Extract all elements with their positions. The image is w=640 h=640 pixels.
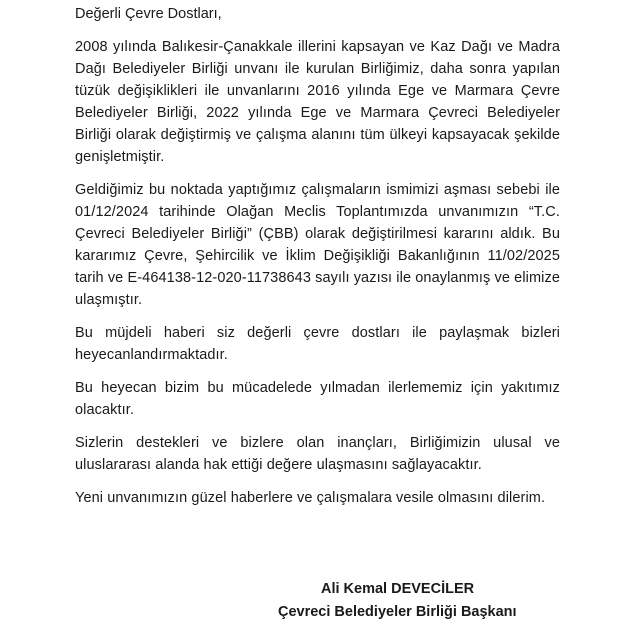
signature-block bbox=[278, 578, 538, 624]
signer-title: Çevreci Belediyeler Birliği Başkanı bbox=[278, 604, 517, 620]
paragraph-support: Sizlerin destekleri ve bizlere olan inançları, Birliğimizin ulusal ve uluslararası alanda hak ettiği değere ulaşmasını sağlayacaktır. bbox=[75, 435, 560, 473]
paragraph-name-change: Geldiğimiz bu noktada yaptığımız çalışmaların ismimizi aşması sebebi ile 01/12/2024 tarihinde Olağan Meclis Toplantımızda unvanımızın “T.C. Çevreci Belediyeler Birliği” (ÇBB) olarak değiştirilmesi kararını aldık. Bu kararımız Çevre, Şehircilik ve İklim Değişikliği Bakanlığının 11/02/2025 tarih ve E-464138-12-020-11738643 sayılı yazısı ile onaylanmış ve elimize ulaşmıştır. bbox=[75, 182, 560, 308]
greeting: Değerli Çevre Dostları, bbox=[75, 6, 222, 22]
paragraph-closing: Yeni unvanımızın güzel haberlere ve çalışmalara vesile olmasını dilerim. bbox=[75, 490, 546, 506]
signer-name: Ali Kemal DEVECİLER bbox=[321, 581, 475, 597]
paragraph-good-news: Bu müjdeli haberi siz değerli çevre dostları ile paylaşmak bizleri heyecanlandırmaktadır. bbox=[75, 325, 560, 363]
paragraph-history: 2008 yılında Balıkesir-Çanakkale illerini kapsayan ve Kaz Dağı ve Madra Dağı Belediyeler Birliği unvanı ile kurulan Birliğimiz, daha sonra yapılan tüzük değişiklikleri ile unvanlarını 2016 yılında Ege ve Marmara Çevre Belediyeler Birliği, 2022 yılında Ege ve Marmara Çevreci Belediyeler Birliği olarak değiştirmiş ve çalışma alanını tüm ülkeyi kapsayacak şekilde genişletmiştir. bbox=[75, 39, 560, 165]
letter-body bbox=[75, 4, 560, 520]
paragraph-fuel: Bu heyecan bizim bu mücadelede yılmadan ilerlememiz için yakıtımız olacaktır. bbox=[75, 380, 560, 418]
